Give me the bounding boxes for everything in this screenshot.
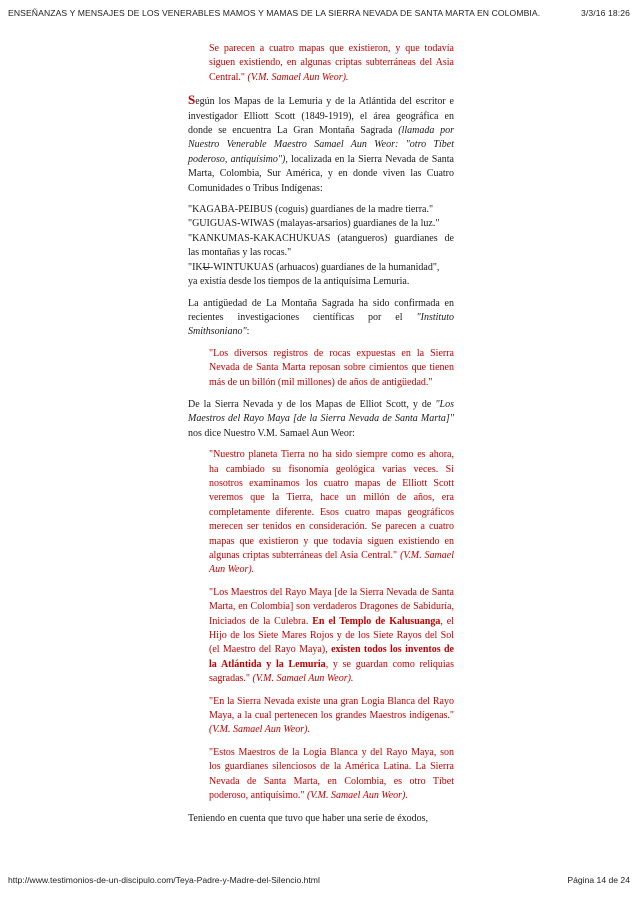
quote-bold: En el Templo de Kalusuanga xyxy=(312,615,441,627)
header-title: ENSEÑANZAS Y MENSAJES DE LOS VENERABLES MAMOS Y MAMAS DE LA SIERRA NEVADA DE SANTA MARTA EN COLOMBIA. xyxy=(8,8,541,18)
footer-url[interactable]: http://www.testimonios-de-un-discipulo.com/Teya-Padre-y-Madre-del-Silencio.html xyxy=(8,875,320,885)
paragraph xyxy=(188,93,454,196)
quote-reference: (V.M. Samael Aun Weor). xyxy=(209,724,310,736)
paragraph-italic: "Instituto Smithsoniano" xyxy=(188,311,454,338)
list-item xyxy=(188,261,454,275)
quote-block xyxy=(209,746,454,804)
list-item-strike: U xyxy=(202,261,210,273)
page-number: Página 14 de 24 xyxy=(567,875,630,885)
list-item: "KANKUMAS-KAKACHUKUAS (atangueros) guardianes de las montañas y las rocas." xyxy=(188,232,454,259)
quote-text: "Estos Maestros de la Logia Blanca y del Rayo Maya, son los guardianes silenciosos de la América Latina. La Sierra Nevada de Santa Marta, en Colombia, es otro Tíbet poderoso, antiquísimo." xyxy=(209,746,454,802)
list-item: "KAGABA-PEIBUS (coguis) guardianes de la madre tierra." xyxy=(188,204,434,216)
quote-reference: (V.M. Samael Aun Weor). xyxy=(247,71,349,83)
paragraph xyxy=(188,398,454,441)
quote-text: Se parecen a cuatro mapas que existieron, y que todavía siguen existiendo, en algunas criptas subterráneas del Asia Central." xyxy=(209,43,454,83)
tribes-list xyxy=(188,203,454,289)
list-item: "GUIGUAS-WIWAS (malayas-arsarios) guardianes de la luz." xyxy=(188,218,440,230)
quote-text: , y se guardan como reliquias sagradas." xyxy=(209,658,454,685)
list-item-text: -WINTUKUAS (arhuacos) guardianes de la humanidad", xyxy=(209,261,440,273)
quote-bold: existen todos los inventos de la Atlántida y la Lemuria xyxy=(209,644,454,670)
paragraph-italic: "Los Maestros del Rayo Maya [de la Sierra Nevada de Santa Marta]" xyxy=(188,398,454,425)
paragraph-italic: (llamada por Nuestro Venerable Maestro Samael Aun Weor: "otro Tíbet poderoso, antiquísimo") xyxy=(188,125,455,165)
paragraph: Teniendo en cuenta que tuvo que haber una serie de éxodos, xyxy=(188,812,429,824)
quote-reference: (V.M. Samael Aun Weor). xyxy=(209,550,454,576)
paragraph-text: egún los Mapas de la Lemuria y de la Atlántida del escritor e investigador Elliott Scott (1849-1919), el área geográfica en donde se encuentra La Gran Montaña Sagrada xyxy=(188,96,454,137)
quote-block xyxy=(209,586,454,687)
quote-reference: (V.M. Samael Aun Weor). xyxy=(306,790,408,802)
list-item: ya existía desde los tiempos de la antiquísima Lemuria. xyxy=(188,276,410,288)
paragraph-text: De la Sierra Nevada y de los Mapas de Elliot Scott, y de xyxy=(188,398,436,410)
list-item-text: "IK xyxy=(188,261,203,273)
paragraph-text: : xyxy=(246,326,250,338)
quote-block xyxy=(209,448,454,578)
paragraph-text: nos dice Nuestro V.M. Samael Aun Weor: xyxy=(188,427,355,439)
quote-block: "Los diversos registros de rocas expuestas en la Sierra Nevada de Santa Marta reposan sobre cimientos que tienen más de un billón (mil millones) de años de antigüedad." xyxy=(209,347,454,388)
quote-reference: (V.M. Samael Aun Weor). xyxy=(252,673,354,685)
paragraph-text: , localizada en la Sierra Nevada de Santa Marta, Colombia, Sur América, y en donde viven las Cuatro Comunidades o Tribus Indígenas: xyxy=(188,153,454,194)
paragraph-text: La antigüedad de La Montaña Sagrada ha sido confirmada en recientes investigaciones científicas por el xyxy=(188,297,454,323)
quote-text: "Los Maestros del Rayo Maya [de la Sierra Nevada de Santa Marta, en Colombia] son verdaderos Dragones de Sabiduría, Iniciados de la Culebra. xyxy=(209,586,454,627)
paragraph xyxy=(188,297,454,340)
quote-block xyxy=(209,42,454,85)
quote-text: "En la Sierra Nevada existe una gran Logia Blanca del Rayo Maya, a la cual pertenecen los grandes Maestros indígenas." xyxy=(209,695,454,722)
quote-block xyxy=(209,695,454,738)
quote-text: "Nuestro planeta Tierra no ha sido siempre como es ahora, ha cambiado su fisonomía geológica varias veces. Si nosotros examinamos los cuatro mapas de Elliott Scott veremos que la Tierra, hace un millón de años, era completamente diferente. Esos cuatro mapas geográficos merecen ser tenidos en consideración. Se parecen a cuatro mapas que existieron y que todavía siguen existiendo en algunas criptas subterráneas del Asia Central." xyxy=(209,449,454,561)
quote-text: , el Hijo de los Siete Mares Rojos y de los Siete Rayos del Sol (el Maestro del Rayo Maya), xyxy=(209,615,454,656)
header-datetime: 3/3/16 18:26 xyxy=(581,8,630,18)
page-footer xyxy=(8,875,630,885)
drop-cap: S xyxy=(188,92,196,108)
article-body xyxy=(188,42,454,833)
page-header xyxy=(8,8,630,18)
